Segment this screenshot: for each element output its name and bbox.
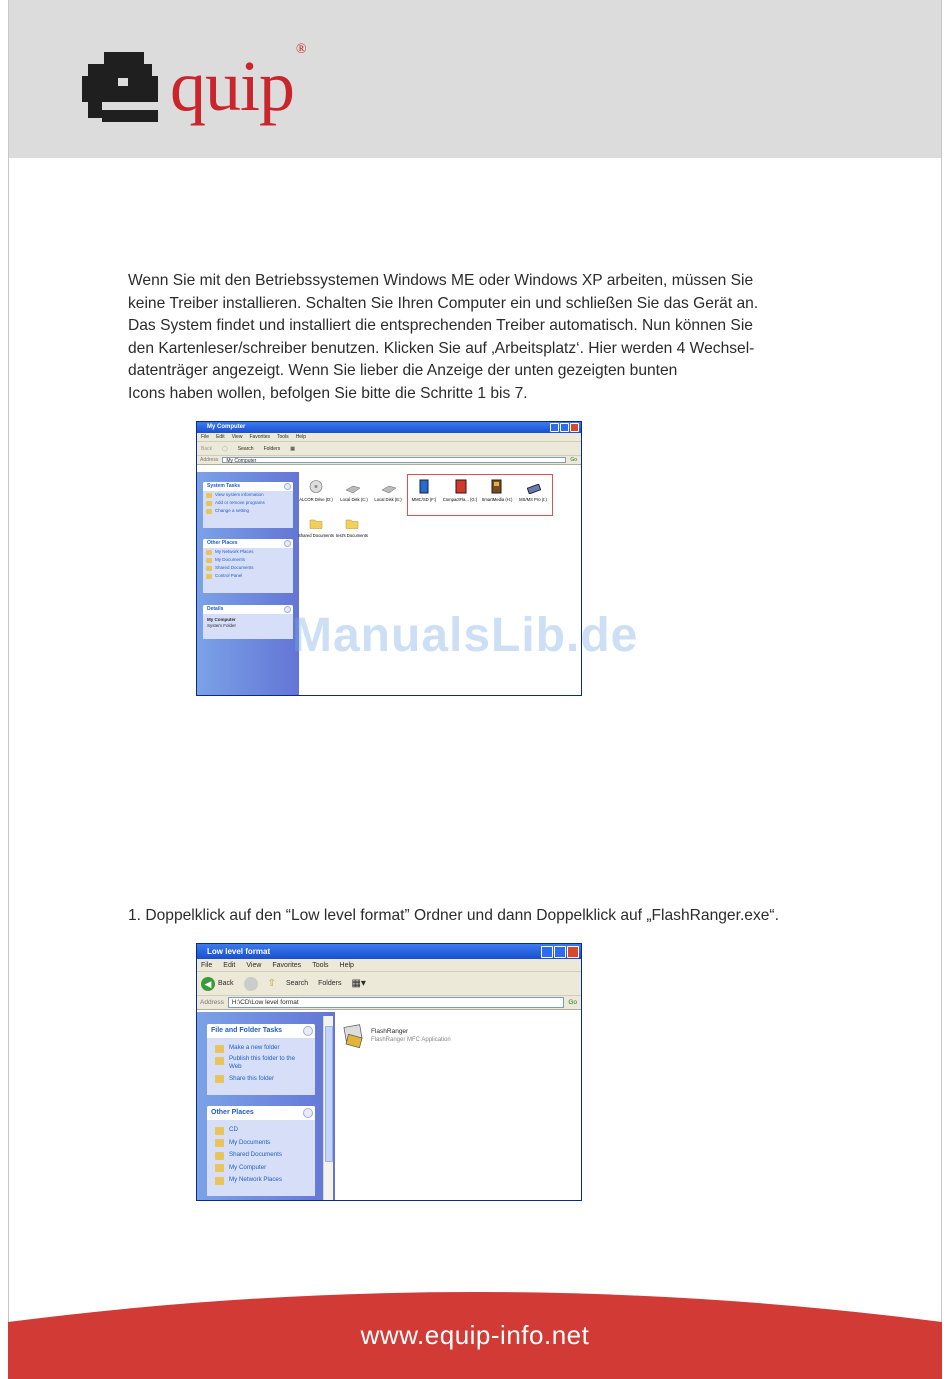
task-share-folder: Share this folder xyxy=(207,1073,315,1086)
folder-icon xyxy=(345,516,359,529)
drive-label: MMC/SD (F:) xyxy=(411,497,437,502)
panel-title: Details xyxy=(203,605,293,614)
drive-label: SmartMedia (H:) xyxy=(481,497,513,502)
folders-button: Folders xyxy=(263,445,281,452)
address-field: My Computer xyxy=(222,457,566,463)
panel-title: Other Places xyxy=(207,1106,315,1120)
maximize-icon xyxy=(554,946,566,958)
task-view-system-info: View system information xyxy=(203,491,293,499)
menu-tools: Tools xyxy=(277,434,289,440)
window-title: Low level format xyxy=(207,947,271,956)
other-places-panel xyxy=(207,1106,315,1196)
step-1-instruction: 1. Doppelklick auf den “Low level format” Ordner und dann Doppelklick auf „FlashRanger.exe“. xyxy=(128,907,779,924)
watermark: ManualsLib.de xyxy=(292,609,639,662)
intro-line: Icons haben wollen, befolgen Sie bitte die Schritte 1 bis 7. xyxy=(128,384,528,402)
menu-favorites: Favorites xyxy=(249,434,270,440)
panel-title: File and Folder Tasks xyxy=(207,1024,315,1038)
back-button: Back xyxy=(218,979,234,987)
address-bar xyxy=(197,996,581,1010)
menu-view: View xyxy=(231,434,243,440)
panel-title: System Tasks xyxy=(203,482,293,491)
task-publish-to-web: Publish this folder to the Web xyxy=(207,1055,297,1073)
folder-label: Shared Documents xyxy=(298,533,334,538)
drive-label: Local Disk (C:) xyxy=(340,497,368,502)
chevron-up-icon xyxy=(284,540,291,547)
task-change-setting: Change a setting xyxy=(203,507,293,515)
forward-icon: ◯ xyxy=(222,445,228,452)
details-type: System Folder xyxy=(207,623,237,628)
place-network: My Network Places xyxy=(207,1174,315,1187)
drive-label: Local Disk (E:) xyxy=(374,497,402,502)
search-button: Search xyxy=(237,445,254,452)
menu-edit: Edit xyxy=(223,962,236,969)
place-network: My Network Places xyxy=(203,548,293,556)
task-pane xyxy=(197,1012,335,1201)
flashranger-app-icon xyxy=(343,1024,363,1050)
chevron-up-icon xyxy=(284,483,291,490)
cd-drive-icon xyxy=(309,480,323,493)
menu-tools: Tools xyxy=(312,962,329,969)
back-arrow-icon: ◀ xyxy=(201,977,215,991)
chevron-up-icon xyxy=(303,1108,313,1118)
brand-logo xyxy=(82,42,342,126)
drive-label: CompactFla... (G:) xyxy=(442,497,478,502)
intro-line: Das System findet und installiert die entsprechenden Treiber automatisch. Nun können Sie xyxy=(128,317,753,335)
intro-line: Wenn Sie mit den Betriebssystemen Windows ME oder Windows XP arbeiten, müssen Sie xyxy=(128,272,754,289)
place-shared-documents: Shared Documents xyxy=(203,564,293,572)
logo-e-mark-icon xyxy=(82,48,158,124)
chevron-up-icon xyxy=(303,1026,313,1036)
menu-help: Help xyxy=(339,962,354,969)
place-my-documents: My Documents xyxy=(207,1137,315,1150)
window-titlebar xyxy=(197,944,581,959)
task-pane xyxy=(197,472,299,696)
toolbar xyxy=(197,972,581,996)
place-my-computer: My Computer xyxy=(207,1162,315,1175)
file-folder-tasks-panel xyxy=(207,1024,315,1095)
place-my-documents: My Documents xyxy=(203,556,293,564)
close-icon xyxy=(567,946,579,958)
chevron-up-icon xyxy=(284,606,291,613)
go-button: Go xyxy=(568,999,577,1006)
address-bar xyxy=(197,456,581,465)
address-label: Address xyxy=(200,457,219,463)
maximize-icon xyxy=(560,423,569,432)
views-icon: ▦▾ xyxy=(351,977,366,989)
up-folder-icon: ⇧ xyxy=(267,977,276,989)
menu-bar xyxy=(197,433,581,442)
minimize-icon xyxy=(550,423,559,432)
place-shared-documents: Shared Documents xyxy=(207,1149,315,1162)
toolbar xyxy=(197,442,581,456)
brand-wordmark: quip ® xyxy=(170,42,306,126)
file-description: FlashRanger MFC Application xyxy=(371,1037,451,1043)
drive-label: MS/MS Pro (I:) xyxy=(519,497,547,502)
system-tasks-panel xyxy=(203,482,293,528)
window-titlebar xyxy=(197,422,581,433)
task-make-new-folder: Make a new folder xyxy=(207,1042,315,1055)
menu-favorites: Favorites xyxy=(272,962,302,969)
views-icon: ▦ xyxy=(290,445,295,452)
address-field: H:\CD\Low level format xyxy=(228,997,564,1008)
go-button: Go xyxy=(570,457,577,463)
address-label: Address xyxy=(200,999,224,1006)
forward-icon xyxy=(244,977,258,991)
other-places-panel xyxy=(203,539,293,593)
footer-url: www.equip-info.net xyxy=(360,1320,590,1350)
scroll-thumb xyxy=(325,1026,333,1162)
intro-paragraph xyxy=(128,270,768,406)
removable-drives-highlight xyxy=(407,474,553,516)
search-button: Search xyxy=(285,979,309,987)
intro-line: keine Treiber installieren. Schalten Sie Ihren Computer ein und schließen Sie das Gerät an. xyxy=(128,294,759,312)
menu-help: Help xyxy=(295,434,306,440)
intro-line: datenträger angezeigt. Wenn Sie lieber die Anzeige der unten gezeigten bunten xyxy=(128,362,678,380)
file-name: FlashRanger xyxy=(371,1028,409,1035)
place-control-panel: Control Panel xyxy=(203,572,293,580)
hard-disk-icon xyxy=(345,482,359,495)
menu-view: View xyxy=(246,962,262,969)
hard-disk-icon xyxy=(381,482,395,495)
intro-line: den Kartenleser/schreiber benutzen. Klicken Sie auf ‚Arbeitsplatz‘. Hier werden 4 Wechsel- xyxy=(128,339,755,357)
drive-label: ALCOR Drive (D:) xyxy=(299,497,333,502)
details-name: My Computer xyxy=(207,617,236,622)
menu-edit: Edit xyxy=(216,434,225,440)
panel-title: Other Places xyxy=(203,539,293,548)
folder-label: test's Documents xyxy=(336,533,368,538)
details-panel xyxy=(203,605,293,639)
low-level-format-screenshot xyxy=(196,943,582,1201)
folders-button: Folders xyxy=(318,979,342,987)
folder-icon xyxy=(309,516,323,529)
place-cd: CD xyxy=(207,1124,315,1137)
minimize-icon xyxy=(541,946,553,958)
task-add-remove-programs: Add or remove programs xyxy=(203,499,293,507)
close-icon xyxy=(570,423,579,432)
menu-file: File xyxy=(201,962,213,969)
back-button: Back xyxy=(201,445,213,452)
task-pane-scrollbar xyxy=(323,1016,333,1200)
window-title: My Computer xyxy=(207,424,246,430)
menu-bar xyxy=(197,959,581,972)
menu-file: File xyxy=(201,434,210,440)
